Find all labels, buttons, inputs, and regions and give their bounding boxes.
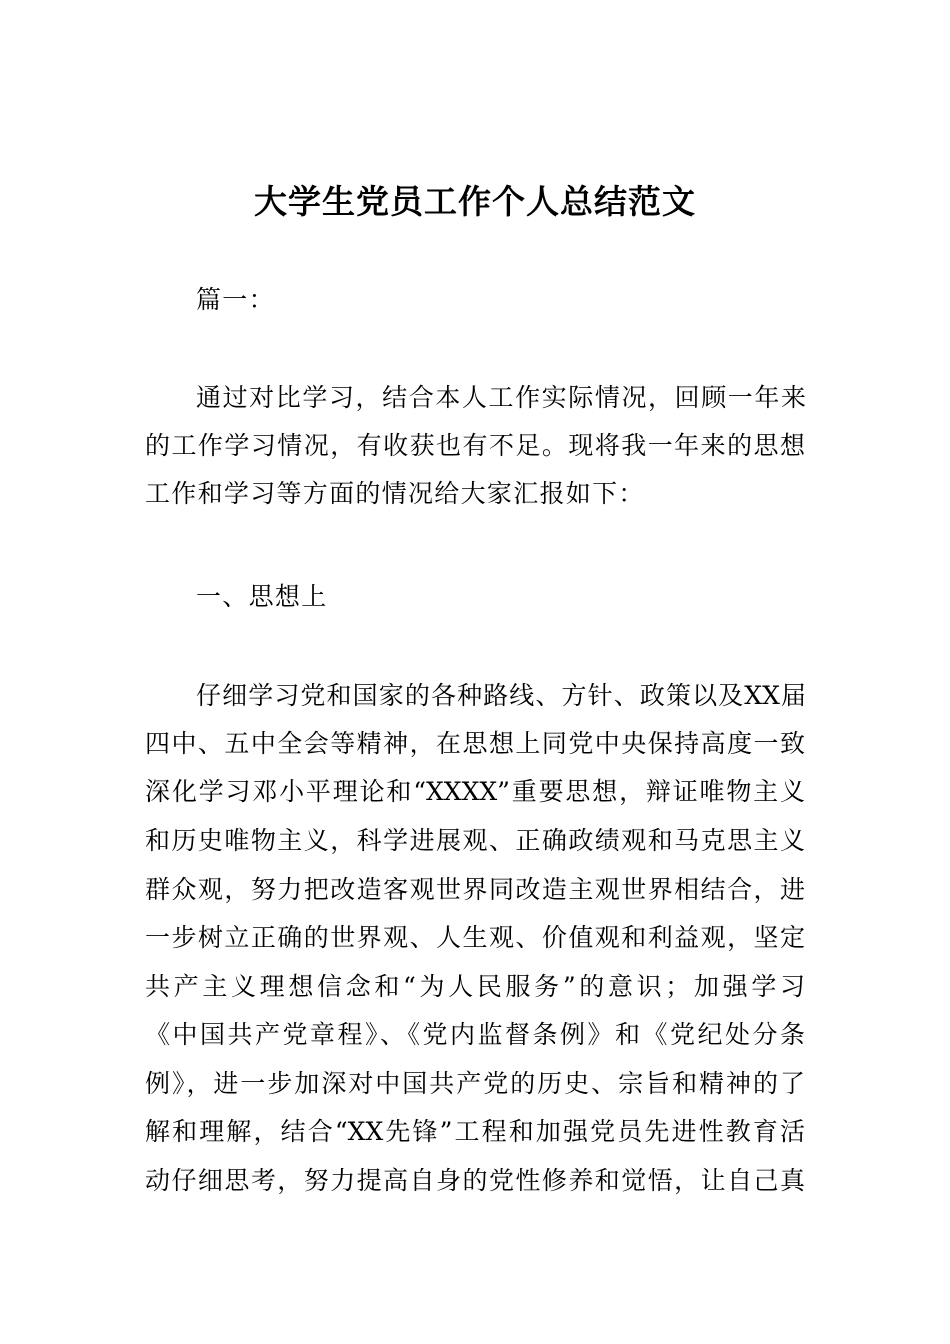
document-title: 大学生党员工作个人总结范文	[254, 182, 696, 221]
heading-thought: 一、思想上	[196, 582, 328, 611]
body-line-3: 深化学习邓小平理论和“XXXX”重要思想，辩证唯物主义	[145, 777, 805, 806]
body-line-6: 一步树立正确的世界观、人生观、价值观和利益观，坚定	[145, 923, 805, 952]
body-line-1: 仔细学习党和国家的各种路线、方针、政策以及XX届	[196, 681, 806, 710]
body-line-4: 和历史唯物主义，科学进展观、正确政绩观和马克思主义	[145, 826, 805, 855]
intro-line-1: 通过对比学习，结合本人工作实际情况，回顾一年来	[196, 383, 806, 412]
intro-line-2: 的工作学习情况，有收获也有不足。现将我一年来的思想	[145, 431, 805, 460]
body-line-9: 例》，进一步加深对中国共产党的历史、宗旨和精神的了	[145, 1069, 805, 1098]
intro-line-3: 工作和学习等方面的情况给大家汇报如下：	[145, 479, 645, 508]
body-line-11: 动仔细思考，努力提高自身的党性修养和觉悟，让自己真	[145, 1166, 805, 1195]
body-line-10: 解和理解，结合“XX先锋”工程和加强党员先进性教育活	[145, 1117, 805, 1146]
section-label: 篇一：	[196, 285, 275, 314]
body-line-5: 群众观，努力把改造客观世界同改造主观世界相结合，进	[145, 875, 805, 904]
body-line-8: 《中国共产党章程》、《党内监督条例》和《党纪处分条	[145, 1020, 805, 1049]
body-line-2: 四中、五中全会等精神，在思想上同党中央保持高度一致	[145, 729, 805, 758]
body-line-7: 共产主义理想信念和“为人民服务”的意识；加强学习	[145, 972, 805, 1001]
